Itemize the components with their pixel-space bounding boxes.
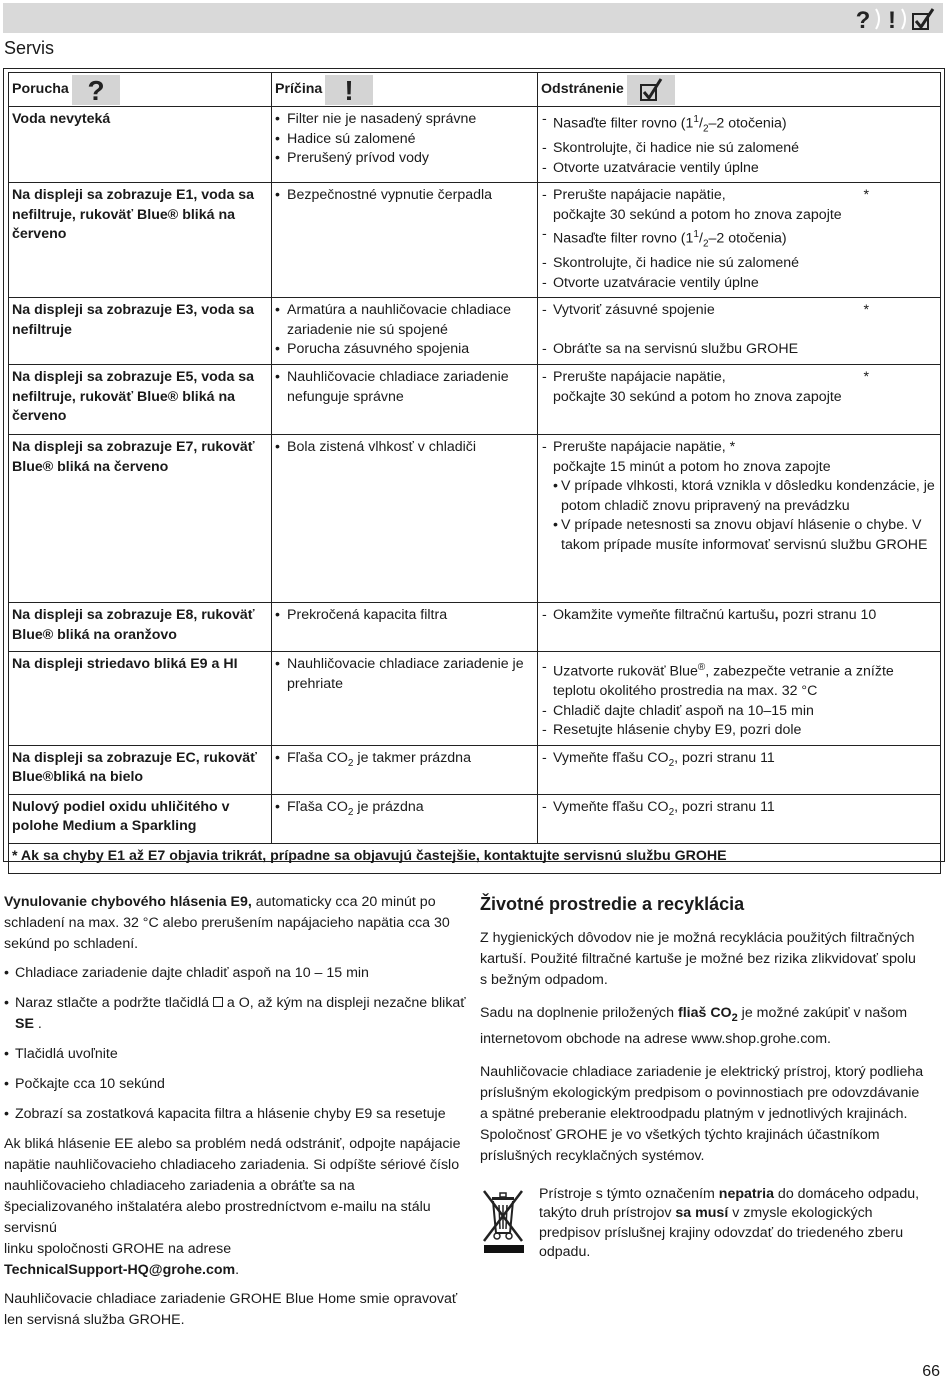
fault-cell: Na displeji striedavo bliká E9 a HI xyxy=(9,652,272,746)
environment-heading: Životné prostredie a recyklácia xyxy=(480,894,745,914)
header-fault xyxy=(9,73,272,107)
svg-text:!: ! xyxy=(888,7,896,32)
square-button-icon xyxy=(213,997,223,1007)
fault-cell: Na displeji sa zobrazuje E5, voda sa nefiltruje, rukoväť Blue® bliká na červeno xyxy=(9,365,272,435)
environment-section xyxy=(480,892,925,1263)
checkmark-icon xyxy=(627,75,675,105)
cause-item: • Prekročená kapacita filtra xyxy=(275,606,534,626)
cause-cell xyxy=(272,603,538,652)
remedy-item: - Nasaďte filter rovno ($1^1/_2-2$ otočenia) xyxy=(541,110,937,139)
fault-cell: Na displeji sa zobrazuje E8, rukoväť Blue® bliká na oranžovo xyxy=(9,603,272,652)
cause-cell xyxy=(272,107,538,183)
question-icon xyxy=(72,75,120,105)
svg-text:?: ? xyxy=(855,7,871,32)
exclamation-icon xyxy=(325,75,373,105)
cause-cell xyxy=(272,745,538,794)
remedy-item: - Resetujte hlásenie chyby E9, pozri dole xyxy=(541,721,937,741)
remedy-item: - Uzatvorte rukoväť Blue®, zabezpečte vetranie a znížte teplotu okolitého prostredia na max. 32 °C xyxy=(541,658,937,702)
cause-item: • Bola zistená vlhkosť v chladiči xyxy=(275,438,534,458)
question-icon xyxy=(853,6,873,32)
table-footer-row xyxy=(9,843,941,874)
cause-cell xyxy=(272,794,538,843)
remedy-cell xyxy=(538,298,941,365)
table-row xyxy=(9,298,941,365)
remedy-cell xyxy=(538,435,941,603)
reset-section xyxy=(4,892,466,1339)
fault-cell: Na displeji sa zobrazuje E7, rukoväť Blue® bliká na červeno xyxy=(9,435,272,603)
recycling-text: Prístroje s týmto označením nepatria do domáceho odpadu, takýto druh prístrojov sa musí v zmysle ekologických predpisov príslušnej krajiny odovzdať do triedeného zberu odpadu. xyxy=(539,1185,920,1261)
cause-cell xyxy=(272,365,538,435)
remedy-item: - Nasaďte filter rovno ($1^1/_2-2$ otočenia) xyxy=(541,225,937,254)
cause-item: • Fľaša $CO_2$ je prázdna xyxy=(275,798,534,822)
remedy-item: - Skontrolujte, či hadice nie sú zalomené xyxy=(541,254,937,274)
remedy-cell xyxy=(538,183,941,298)
separator-icon xyxy=(875,6,883,32)
reset-intro: Vynulovanie chybového hlásenia E9, automaticky cca 20 minút po schladení na max. 32 °C alebo prerušením napájacieho napätia cca 30 sekúnd po schladení. xyxy=(4,894,450,952)
fault-cell: Na displeji sa zobrazuje EC, rukoväť Blue®bliká na bielo xyxy=(9,745,272,794)
support-email[interactable]: TechnicalSupport-HQ@grohe.com xyxy=(4,1262,236,1278)
svg-text:?: ? xyxy=(87,75,105,104)
co2-refill-paragraph: Sadu na doplnenie priložených fliaš $CO_2$ je možné zakúpiť v našom internetovom obchode na adrese www.shop.grohe.com. xyxy=(480,1005,908,1047)
table-row xyxy=(9,183,941,298)
header-bar xyxy=(3,3,943,33)
cause-item: • Filter nie je nasadený správne xyxy=(275,110,534,130)
remedy-item: - Prerušte napájacie napätie, * počkajte 15 minút a potom ho znova zapojte • V prípade vlhkosti, ktorá vznikla v dôsledku kondenzácie, je potom chladič znovu pripravený na prevádzku • V prípade netesnosti sa znovu objaví hlásenie o chybe. V takom prípade musíte informovať servisnú službu GROHE xyxy=(541,438,937,555)
weee-paragraph: Nauhličovacie chladiace zariadenie je elektrický prístroj, ktorý podlieha príslušným ekologickým predpisom o povinnostiach pre odovzdávanie a spätné preberanie elektroodpadu platným v jednotlivých krajinách. Spoločnosť GROHE je vo všetkých týchto krajinách účastníkom príslušných recyklačných systémov. xyxy=(480,1063,924,1164)
remedy-item: - Prerušte napájacie napätie, * počkajte 30 sekúnd a potom ho znova zapojte xyxy=(541,186,937,225)
table-header-row xyxy=(9,73,941,107)
fault-cell: Na displeji sa zobrazuje E3, voda sa nefiltruje xyxy=(9,298,272,365)
crossed-bin-icon xyxy=(480,1187,528,1263)
page-number: 66 xyxy=(922,1363,940,1379)
fault-table-frame xyxy=(3,68,945,862)
remedy-item: - Vymeňte fľašu $CO_2$, pozri stranu 11 xyxy=(541,798,937,822)
list-item: • Naraz stlačte a podržte tlačidlá a O, až kým na displeji nezačne blikať SE . xyxy=(4,993,466,1035)
cause-item: • Bezpečnostné vypnutie čerpadla xyxy=(275,186,534,206)
cause-item: • Hadice sú zalomené xyxy=(275,130,534,150)
table-row xyxy=(9,652,941,746)
footer-note: * Ak sa chyby E1 až E7 objavia trikrát, prípadne sa objavujú častejšie, kontaktujte servisnú službu GROHE xyxy=(9,843,941,874)
cause-item: • Prerušený prívod vody xyxy=(275,149,534,169)
remedy-item: - Okamžite vymeňte filtračnú kartušu, pozri stranu 10 xyxy=(541,606,937,626)
cause-cell xyxy=(272,435,538,603)
section-title: Servis xyxy=(4,38,55,58)
table-row xyxy=(9,435,941,603)
cause-item: • Armatúra a nauhličovacie chladiace zariadenie nie sú spojené xyxy=(275,301,534,340)
cause-item: • Nauhličovacie chladiace zariadenie je prehriate xyxy=(275,655,534,694)
remedy-item: - Vymeňte fľašu $CO_2$, pozri stranu 11 xyxy=(541,749,937,773)
table-row xyxy=(9,107,941,183)
header-remedy xyxy=(538,73,941,107)
table-row xyxy=(9,365,941,435)
fault-cell: Nulový podiel oxidu uhličitého v polohe Medium a Sparkling xyxy=(9,794,272,843)
separator-icon xyxy=(901,6,909,32)
fault-table xyxy=(8,72,941,874)
table-row xyxy=(9,603,941,652)
reset-steps xyxy=(4,963,466,1125)
ee-paragraph: Ak bliká hlásenie EE alebo sa problém nedá odstrániť, odpojte napájacie napätie nauhličovacieho chladiaceho zariadenia. Si odpíšte sériové číslo nauhličovacieho chladiaceho zariadenia a obráťte sa na špecializovaného inštalatéra alebo prostredníctvom e-mailu na stálu servisnú linku spoločnosti GROHE na adrese TechnicalSupport-HQ@grohe.com. xyxy=(4,1136,461,1278)
svg-text:!: ! xyxy=(344,75,354,104)
list-item: • Chladiace zariadenie dajte chladiť aspoň na 10 – 15 min xyxy=(4,963,466,984)
header-cause xyxy=(272,73,538,107)
remedy-cell xyxy=(538,365,941,435)
exclamation-icon xyxy=(885,6,899,32)
header-fault-label: Porucha xyxy=(12,80,69,97)
remedy-cell xyxy=(538,794,941,843)
remedy-cell xyxy=(538,745,941,794)
header-icons xyxy=(853,5,935,33)
table-row xyxy=(9,745,941,794)
table-row xyxy=(9,794,941,843)
cause-item: • Porucha zásuvného spojenia xyxy=(275,340,534,360)
remedy-sub-item: • V prípade vlhkosti, ktorá vznikla v dôsledku kondenzácie, je potom chladič znovu pripravený na prevádzku xyxy=(553,477,937,516)
environment-paragraph: Z hygienických dôvodov nie je možná recyklácia použitých filtračných kartuší. Použité filtračné kartuše je možné bez rizika zlikvidovať spolu s bežným odpadom. xyxy=(480,930,916,988)
checkmark-icon xyxy=(911,6,935,32)
remedy-item: - Obráťte sa na servisnú službu GROHE xyxy=(541,340,937,360)
remedy-cell xyxy=(538,603,941,652)
recycling-notice xyxy=(480,1185,925,1263)
cause-item: • Fľaša $CO_2$ je takmer prázdna xyxy=(275,749,534,773)
cause-cell xyxy=(272,183,538,298)
cause-item: • Nauhličovacie chladiace zariadenie nefunguje správne xyxy=(275,368,534,407)
header-remedy-label: Odstránenie xyxy=(541,80,624,97)
remedy-item: - Prerušte napájacie napätie, * počkajte 30 sekúnd a potom ho znova zapojte xyxy=(541,368,937,407)
cause-cell xyxy=(272,298,538,365)
remedy-item: - Vytvoriť zásuvné spojenie * xyxy=(541,301,937,321)
service-paragraph: Nauhličovacie chladiace zariadenie GROHE Blue Home smie opravovať len servisná služba GROHE. xyxy=(4,1291,458,1328)
remedy-item: - Chladič dajte chladiť aspoň na 10–15 min xyxy=(541,702,937,722)
remedy-sub-item: • V prípade netesnosti sa znovu objaví hlásenie o chybe. V takom prípade musíte informovať servisnú službu GROHE xyxy=(553,516,937,555)
remedy-cell xyxy=(538,107,941,183)
fault-cell: Voda nevyteká xyxy=(9,107,272,183)
header-cause-label: Príčina xyxy=(275,80,323,97)
remedy-cell xyxy=(538,652,941,746)
remedy-item: - Skontrolujte, či hadice nie sú zalomené xyxy=(541,139,937,159)
list-item: • Počkajte cca 10 sekúnd xyxy=(4,1074,466,1095)
cause-cell xyxy=(272,652,538,746)
list-item: • Tlačidlá uvoľnite xyxy=(4,1044,466,1065)
list-item: • Zobrazí sa zostatková kapacita filtra a hlásenie chyby E9 sa resetuje xyxy=(4,1104,466,1125)
fault-cell: Na displeji sa zobrazuje E1, voda sa nefiltruje, rukoväť Blue® bliká na červeno xyxy=(9,183,272,298)
remedy-item: - Otvorte uzatváracie ventily úplne xyxy=(541,274,937,294)
remedy-item: - Otvorte uzatváracie ventily úplne xyxy=(541,159,937,179)
